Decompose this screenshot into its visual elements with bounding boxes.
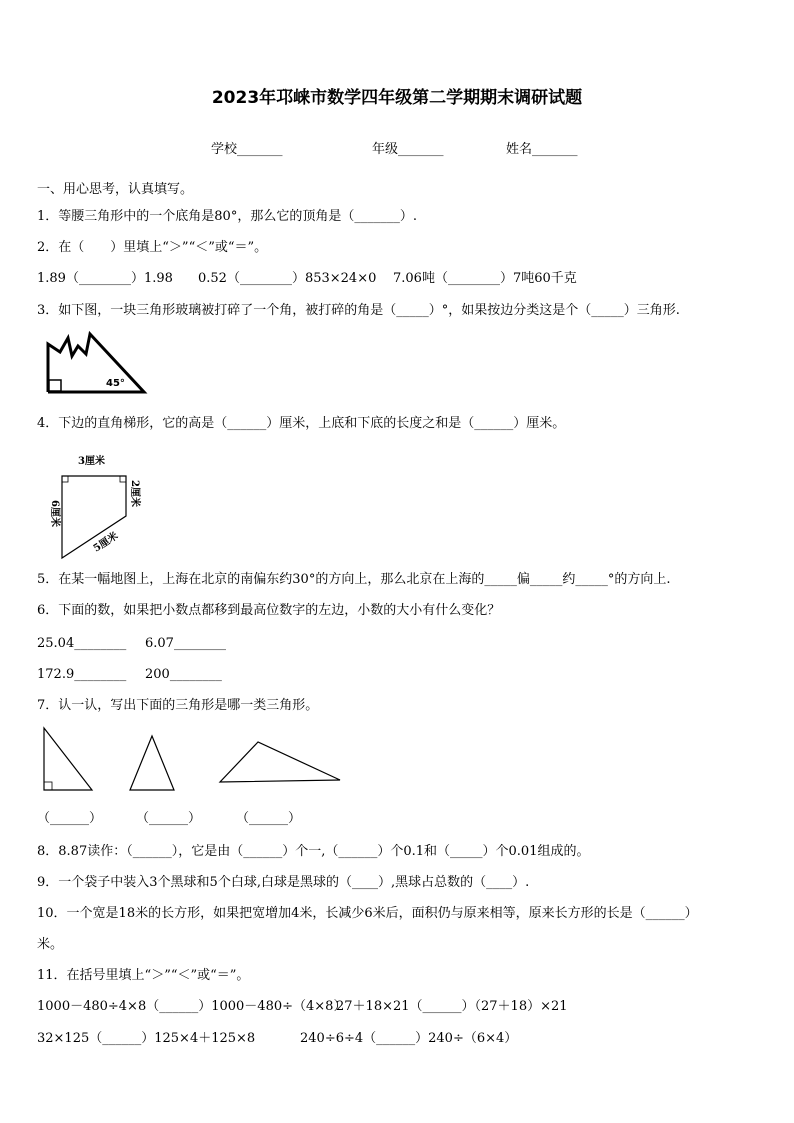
broken-triangle-figure xyxy=(44,330,150,396)
name-field: 姓名_______ xyxy=(506,142,578,157)
question-6: 6．下面的数，如果把小数点都移到最高位数字的左边，小数的大小有什么变化？ xyxy=(37,603,501,618)
question-11-item: 1000－480÷4×8（______）1000－480÷（4×8） xyxy=(37,999,347,1014)
question-11-item: 240÷6÷4（______）240÷（6×4） xyxy=(300,1031,518,1046)
angle-label: 45° xyxy=(106,378,125,389)
question-7-blank: （______） xyxy=(136,811,202,826)
question-6-item: 6.07________ xyxy=(145,636,226,651)
question-8: 8．8.87读作：（______），它是由（______）个一,（______）个0.1和（_____）个0.01组成的。 xyxy=(37,844,590,859)
question-9: 9．一个袋子中装入3个黑球和5个白球,白球是黑球的（____）,黑球占总数的（____）. xyxy=(37,875,530,890)
question-11-item: 32×125（______）125×4＋125×8 xyxy=(37,1031,256,1046)
question-6-item: 200________ xyxy=(145,667,222,682)
question-2-item: 7.06吨（________）7吨60千克 xyxy=(393,271,577,286)
question-6-item: 25.04________ xyxy=(37,636,127,651)
page-title: 2023年邛崃市数学四年级第二学期期末调研试题 xyxy=(211,88,583,108)
question-2-item: 0.52（________）853×24×0 xyxy=(198,271,377,286)
question-11: 11．在括号里填上“＞”“＜”或“＝”。 xyxy=(37,968,250,983)
question-7: 7．认一认，写出下面的三角形是哪一类三角形。 xyxy=(37,698,319,713)
question-6-item: 172.9________ xyxy=(37,667,127,682)
question-11-item: 27＋18×21（______）（27＋18）×21 xyxy=(336,999,568,1014)
grade-field: 年级_______ xyxy=(372,142,444,157)
question-1: 1．等腰三角形中的一个底角是80°，那么它的顶角是（_______）. xyxy=(37,209,417,224)
question-2-item: 1.89（________）1.98 xyxy=(37,271,173,286)
section-heading: 一、用心思考，认真填写。 xyxy=(37,182,194,197)
question-5: 5．在某一幅地图上，上海在北京的南偏东约30°的方向上，那么北京在上海的_____偏_____约_____°的方向上. xyxy=(37,572,671,587)
question-7-blank: （______） xyxy=(37,811,103,826)
triangles-figure xyxy=(38,724,348,794)
question-10: 10．一个宽是18米的长方形，如果把宽增加4米，长减少6米后，面积仍与原来相等，原来长方形的长是（______） xyxy=(37,906,698,921)
slant-length-label: 5厘米 xyxy=(91,530,121,555)
question-10-continued: 米。 xyxy=(37,937,64,952)
top-length-label: 3厘米 xyxy=(78,456,105,467)
question-2: 2．在（ ）里填上“＞”“＜”或“＝”。 xyxy=(37,240,268,255)
trapezoid-figure xyxy=(40,450,150,565)
question-4: 4．下边的直角梯形，它的高是（______）厘米，上底和下底的长度之和是（______）厘米。 xyxy=(37,416,566,431)
question-7-blank: （______） xyxy=(236,811,302,826)
left-length-label: 6厘米 xyxy=(49,500,60,527)
right-length-label: 2厘米 xyxy=(129,480,140,507)
school-field: 学校_______ xyxy=(211,142,283,157)
question-3: 3．如下图，一块三角形玻璃被打碎了一个角，被打碎的角是（_____）°，如果按边分类这是个（_____）三角形. xyxy=(37,303,680,318)
